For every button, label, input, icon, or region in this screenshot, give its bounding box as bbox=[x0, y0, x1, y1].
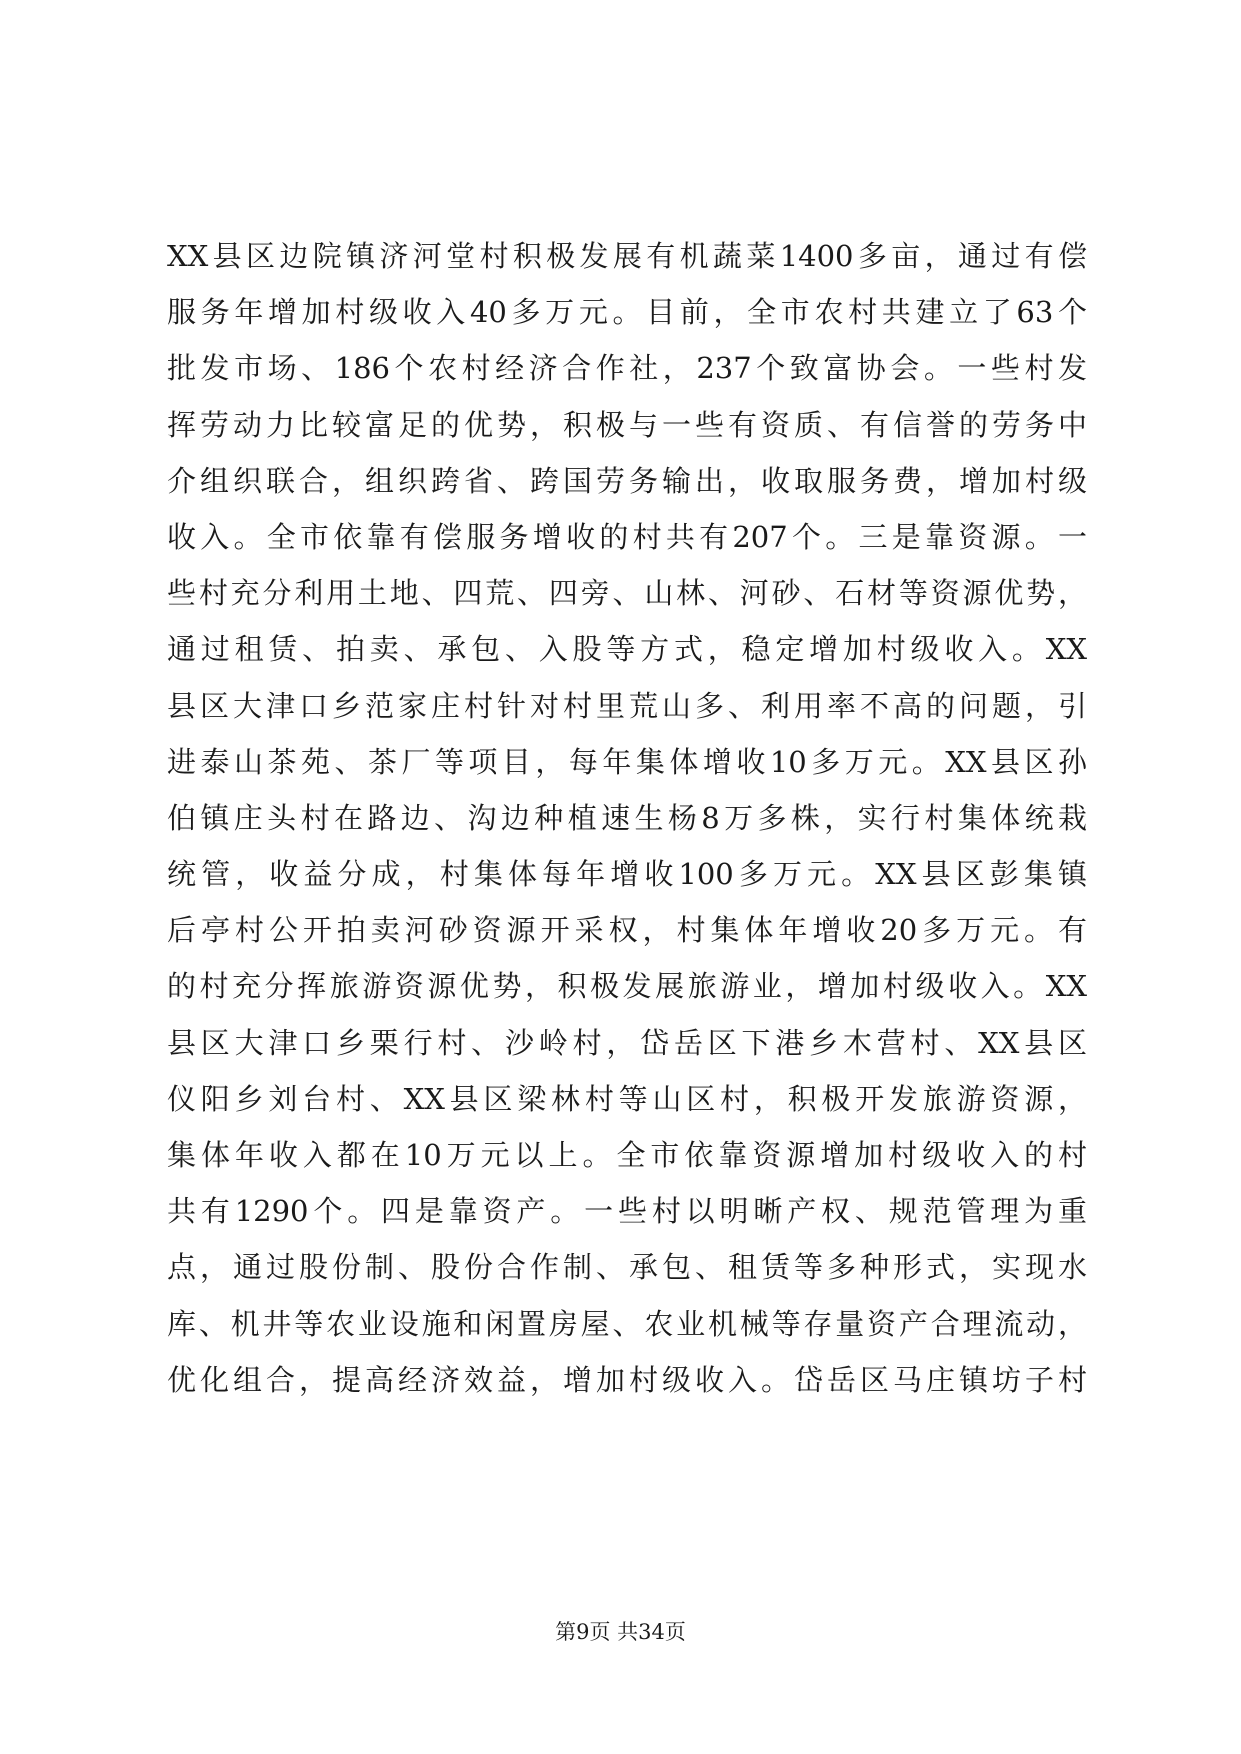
text-line: 优化组合，提高经济效益，增加村级收入。岱岳区马庄镇坊子村 bbox=[167, 1362, 1087, 1397]
text-line: 共有1290个。四是靠资产。一些村以明晰产权、规范管理为重 bbox=[167, 1194, 1087, 1229]
text-line: 的村充分挥旅游资源优势，积极发展旅游业，增加村级收入。XX bbox=[167, 969, 1087, 1004]
text-line: 统管，收益分成，村集体每年增收100多万元。XX县区彭集镇 bbox=[167, 857, 1087, 892]
body-text bbox=[167, 228, 1087, 1408]
page-number-footer: 第9页 共34页 bbox=[555, 1620, 686, 1644]
text-line: 后亭村公开拍卖河砂资源开采权，村集体年增收20多万元。有 bbox=[167, 913, 1087, 948]
text-line: 收入。全市依靠有偿服务增收的村共有207个。三是靠资源。一 bbox=[167, 519, 1087, 554]
text-line: 库、机井等农业设施和闲置房屋、农业机械等存量资产合理流动， bbox=[167, 1306, 1087, 1341]
text-line: 介组织联合，组织跨省、跨国劳务输出，收取服务费，增加村级 bbox=[167, 463, 1087, 498]
text-line: 伯镇庄头村在路边、沟边种植速生杨8万多株，实行村集体统栽 bbox=[167, 800, 1087, 835]
text-line: 县区大津口乡范家庄村针对村里荒山多、利用率不高的问题，引 bbox=[167, 688, 1087, 723]
text-line: 集体年收入都在10万元以上。全市依靠资源增加村级收入的村 bbox=[167, 1138, 1087, 1172]
text-line: 批发市场、186个农村经济合作社，237个致富协会。一些村发 bbox=[167, 351, 1087, 386]
text-line: 点，通过股份制、股份合作制、承包、租赁等多种形式，实现水 bbox=[167, 1250, 1087, 1285]
text-line: 服务年增加村级收入40多万元。目前，全市农村共建立了63个 bbox=[167, 295, 1087, 330]
text-line: 县区大津口乡栗行村、沙岭村，岱岳区下港乡木营村、XX县区 bbox=[167, 1025, 1087, 1060]
text-line: 进泰山茶苑、茶厂等项目，每年集体增收10多万元。XX县区孙 bbox=[167, 744, 1087, 779]
text-line: 仪阳乡刘台村、XX县区梁林村等山区村，积极开发旅游资源， bbox=[167, 1081, 1087, 1116]
text-line: 挥劳动力比较富足的优势，积极与一些有资质、有信誉的劳务中 bbox=[167, 407, 1087, 442]
text-line: 通过租赁、拍卖、承包、入股等方式，稳定增加村级收入。XX bbox=[167, 632, 1087, 667]
text-line: XX县区边院镇济河堂村积极发展有机蔬菜1400多亩，通过有偿 bbox=[167, 239, 1087, 273]
text-line: 些村充分利用土地、四荒、四旁、山林、河砂、石材等资源优势， bbox=[167, 576, 1087, 611]
